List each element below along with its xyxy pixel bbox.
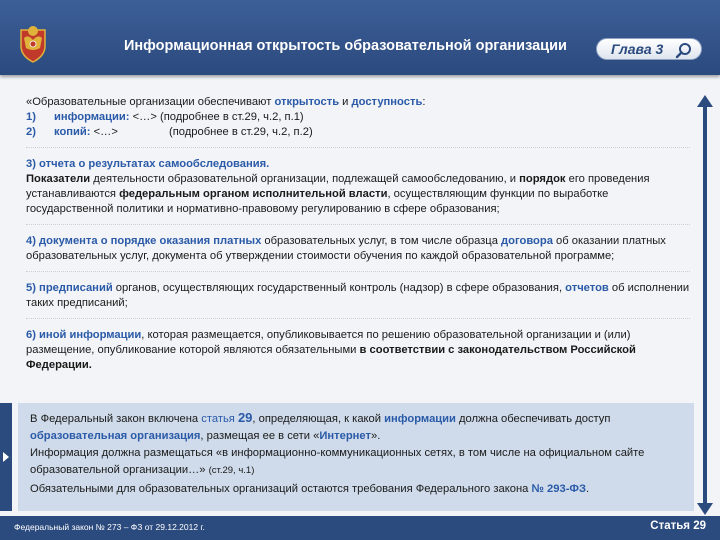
divider (26, 147, 690, 148)
note-reference: (ст.29, ч.1) (208, 465, 255, 476)
intro-colon: : (422, 96, 426, 108)
intro-and: и (339, 96, 352, 108)
s6-legislation: в соответствии с законодательством Российской Федерации (26, 344, 636, 371)
list-value: <…> (129, 111, 160, 123)
main-content (26, 95, 690, 373)
note-line-1 (30, 409, 682, 445)
footer-law: Федеральный закон № 273 – ФЗ от 29.12.2012 г. (14, 522, 205, 532)
header-bar (0, 0, 720, 75)
list-reference: (подробнее в ст.29, ч.2, п.2) (169, 126, 313, 138)
list-item (26, 125, 690, 140)
section-3 (26, 157, 690, 217)
note-line-3 (30, 481, 682, 498)
section-6-title: 6) иной информации (26, 329, 142, 341)
note-text: должна обеспечивать доступ (455, 413, 611, 425)
s6-period: . (88, 359, 92, 371)
section-4 (26, 234, 690, 264)
intro-text: «Образовательные организации обеспечивают (26, 96, 275, 108)
scroll-down-arrow-icon[interactable] (697, 503, 713, 515)
page-title: Информационная открытость образовательной организации (124, 38, 567, 54)
intro-accessibility: доступность (351, 96, 423, 108)
section-3-title: 3) отчета о результатах самообследования. (26, 158, 270, 170)
note-law-number: № 293-ФЗ (531, 483, 586, 495)
section-5 (26, 281, 690, 311)
s5-reports: отчетов (565, 282, 609, 294)
divider (26, 224, 690, 225)
s3-text: деятельности образовательной организации, подлежащей самообследованию, и (90, 173, 520, 185)
scrollbar-track[interactable] (703, 107, 707, 503)
list-number: 1) (26, 111, 36, 123)
note-information: информации (384, 413, 456, 425)
s4-text: образовательных услуг, в том числе образца (261, 235, 502, 247)
search-icon[interactable] (675, 41, 693, 59)
note-text: , размещая ее в сети « (200, 430, 320, 442)
coat-of-arms-icon (12, 22, 54, 64)
s3-indicators: Показатели (26, 173, 91, 185)
note-text: Информация должна размещаться «в информационно-коммуникационных сетях, в том числе на официальном сайте образовательной организации…» (30, 447, 645, 476)
section-6 (26, 328, 690, 373)
scrollbar[interactable] (697, 95, 713, 515)
s3-text: его проведения устанавливаются (26, 173, 650, 200)
note-internet: Интернет (319, 430, 371, 442)
scroll-up-arrow-icon[interactable] (697, 95, 713, 107)
section-4-title: 4) документа о порядке оказания платных (26, 235, 262, 247)
list-value: <…> (90, 126, 122, 138)
s5-text: об исполнении таких предписаний; (26, 282, 690, 309)
s3-authority: федеральным органом исполнительной власти (119, 188, 388, 200)
info-note (18, 403, 694, 511)
s4-text: об оказании платных образовательных услуг, документа об утверждении стоимости обучения по каждой образовательной программе; (26, 235, 666, 262)
intro-line (26, 95, 690, 110)
footer-article: Статья 29 (650, 520, 706, 532)
s4-contract: договора (501, 235, 553, 247)
list-label: информации: (54, 111, 130, 123)
note-text: В Федеральный закон включена (30, 413, 202, 425)
s6-text: , которая размещается, опубликовывается по решению образовательной организации и (или) размещение, опубликование которой являются обязательными (26, 329, 631, 356)
chapter-label: Глава 3 (611, 41, 664, 57)
note-line-2 (30, 445, 682, 479)
note-text: Обязательными для образовательных организаций остаются требования Федерального закона (30, 483, 532, 495)
play-arrow-icon[interactable] (3, 452, 9, 462)
divider (26, 271, 690, 272)
s5-text: органов, осуществляющих государственный контроль (надзор) в сфере образования, (112, 282, 566, 294)
s3-text: , осуществляющим функции по выработке государственной политики и нормативно-правовому регулированию в сфере образования; (26, 188, 609, 215)
note-toggle[interactable] (0, 403, 12, 511)
note-text: . (585, 483, 590, 495)
list-label: копий: (54, 126, 91, 138)
note-article: статья (201, 413, 238, 425)
note-organization: образовательная организация (30, 430, 201, 442)
section-5-title: 5) предписаний (26, 282, 113, 294)
list-reference: (подробнее в ст.29, ч.2, п.1) (160, 111, 304, 123)
note-article-number: 29 (237, 410, 253, 425)
divider (26, 318, 690, 319)
list-number: 2) (26, 126, 36, 138)
intro-openness: открытость (274, 96, 340, 108)
footer-bar (0, 516, 720, 540)
chapter-search-box[interactable] (596, 38, 702, 60)
note-text: ». (371, 430, 381, 442)
s3-order: порядок (519, 173, 566, 185)
list-item (26, 110, 690, 125)
note-text: , определяющая, к какой (252, 413, 385, 425)
section-3-text (26, 172, 690, 217)
